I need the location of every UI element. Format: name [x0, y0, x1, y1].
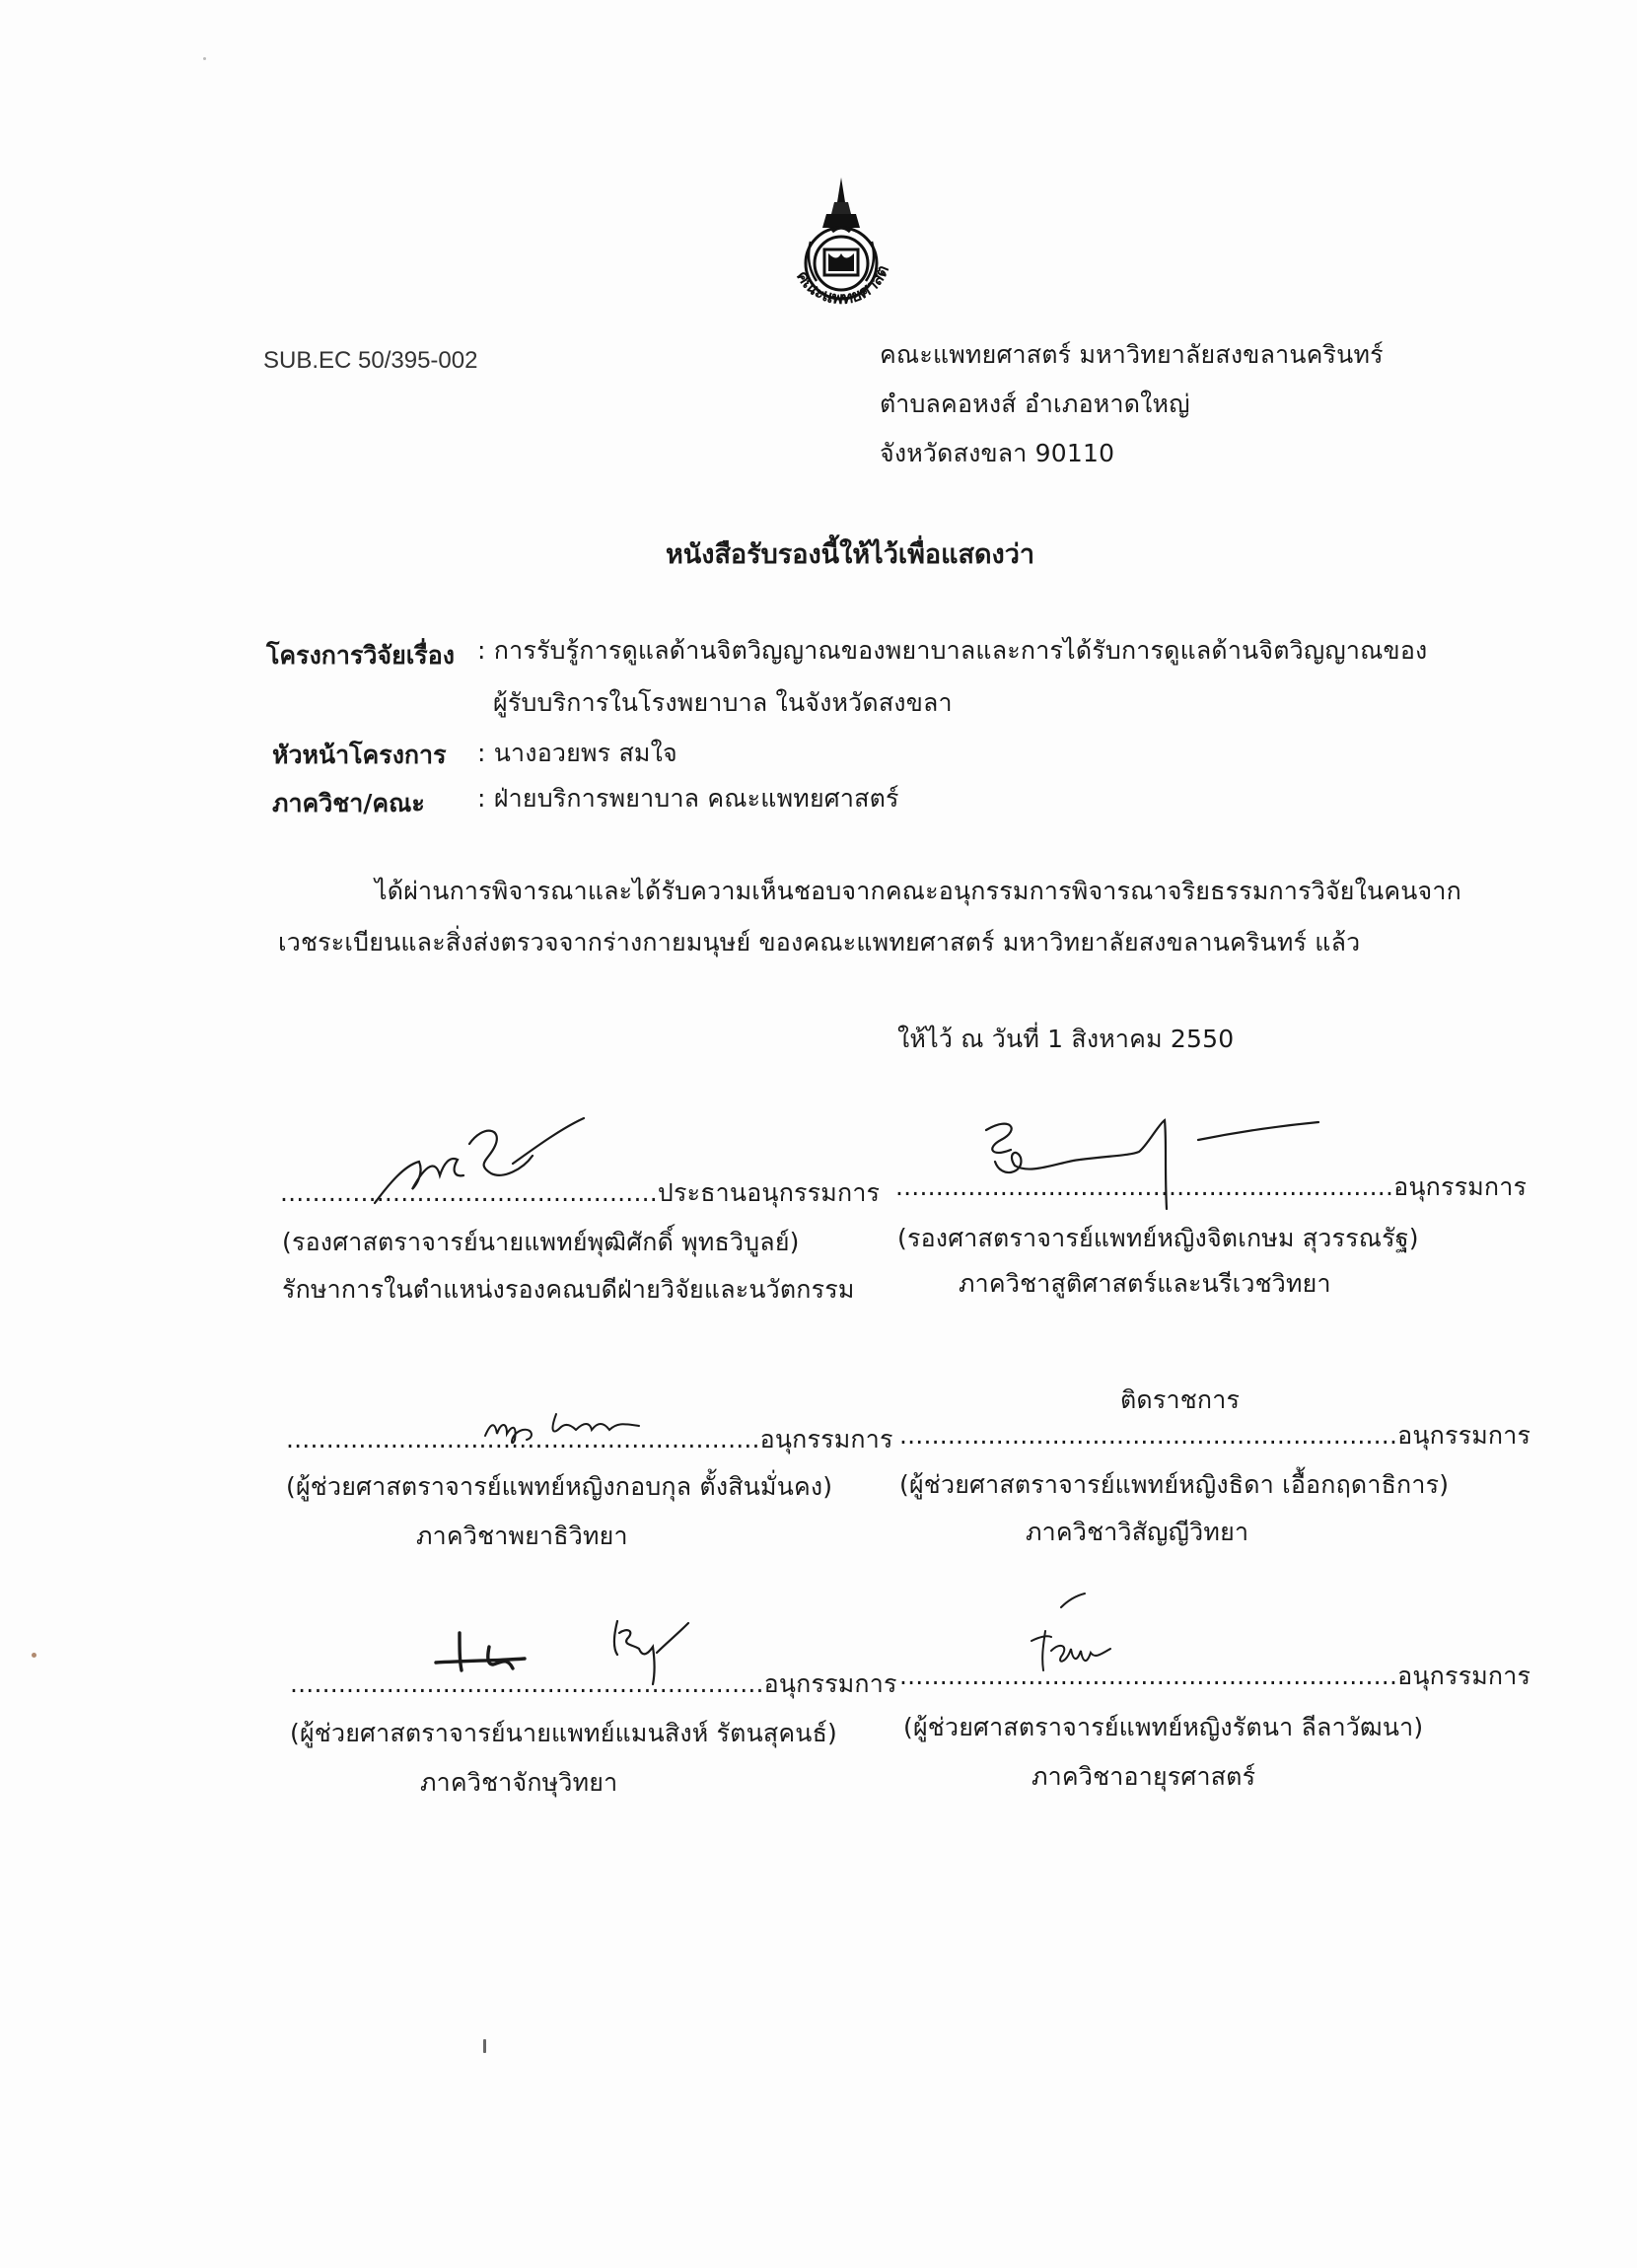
signatory-3-name: (ผู้ช่วยศาสตราจารย์แพทย์หญิงกอบกุล ตั้งสินมั่นคง) [286, 1472, 833, 1501]
department-label: ภาควิชา/คณะ [272, 789, 425, 817]
scan-speck [32, 1653, 36, 1658]
project-label: โครงการวิจัยเรื่อง [266, 641, 455, 670]
issue-date: ให้ไว้ ณ วันที่ 1 สิงหาคม 2550 [897, 1025, 1235, 1053]
seal-text: คณะแพทยศาสต [791, 262, 893, 310]
svg-text:คณะแพทยศาสตร์ [767, 173, 893, 309]
signatory-5-line: ...........................................................อนุกรรมการ [290, 1669, 897, 1698]
project-title-line-2: ผู้รับบริการในโรงพยาบาล ในจังหวัดสงขลา [493, 688, 953, 717]
body-line-2: เวชระเบียนและสิ่งส่งตรวจจากร่างกายมนุษย์ ของคณะแพทยศาสตร์ มหาวิทยาลัยสงขลานครินทร์ แล้ว [278, 928, 1361, 957]
reference-number: SUB.EC 50/395-002 [263, 347, 478, 374]
signatory-4-name: (ผู้ช่วยศาสตราจารย์แพทย์หญิงธิดา เอื้อกฤดาธิการ) [899, 1470, 1450, 1499]
signatory-4-position: ภาควิชาวิสัญญีวิทยา [1026, 1518, 1249, 1546]
signatory-3-line: ...........................................................อนุกรรมการ [286, 1425, 893, 1453]
department-value: : ฝ่ายบริการพยาบาล คณะแพทยศาสตร์ [477, 784, 899, 813]
signatory-4-note: ติดราชการ [1120, 1385, 1241, 1414]
leader-value: : นางอวยพร สมใจ [477, 739, 677, 767]
signatory-6-position: ภาควิชาอายุรศาสตร์ [1032, 1762, 1256, 1791]
signatory-1-position: รักษาการในตำแหน่งรองคณบดีฝ่ายวิจัยและนวัตกรรม [282, 1275, 855, 1304]
scan-speck [203, 57, 206, 60]
address-line-1: คณะแพทยศาสตร์ มหาวิทยาลัยสงขลานครินทร์ [880, 340, 1384, 369]
signatory-2-name: (รองศาสตราจารย์แพทย์หญิงจิตเกษม สุวรรณรัฐ) [897, 1224, 1419, 1252]
signatory-2-position: ภาควิชาสูติศาสตร์และนรีเวชวิทยา [959, 1269, 1331, 1298]
body-line-1: ได้ผ่านการพิจารณาและได้รับความเห็นชอบจากคณะอนุกรรมการพิจารณาจริยธรรมการวิจัยในคนจาก [375, 877, 1461, 905]
university-seal-icon [767, 173, 915, 330]
signatory-1-line: ...............................................ประธานอนุกรรมการ [280, 1178, 881, 1207]
signatory-5-position: ภาควิชาจักษุวิทยา [420, 1768, 618, 1797]
scan-speck [483, 2039, 486, 2053]
signatory-1-name: (รองศาสตราจารย์นายแพทย์พุฒิศักดิ์ พุทธวิบูลย์) [282, 1228, 800, 1256]
signatory-5-name: (ผู้ช่วยศาสตราจารย์นายแพทย์แมนสิงห์ รัตนสุคนธ์) [290, 1719, 837, 1747]
signatory-2-line: ..............................................................อนุกรรมการ [895, 1172, 1528, 1201]
signatory-6-name: (ผู้ช่วยศาสตราจารย์แพทย์หญิงรัตนา ลีลาวัฒนา) [903, 1713, 1424, 1741]
signatory-4-line: ..............................................................อนุกรรมการ [899, 1421, 1531, 1450]
leader-label: หัวหน้าโครงการ [272, 741, 447, 769]
address-line-3: จังหวัดสงขลา 90110 [880, 439, 1115, 467]
project-title-line-1: : การรับรู้การดูแลด้านจิตวิญญาณของพยาบาลและการได้รับการดูแลด้านจิตวิญญาณของ [477, 636, 1428, 665]
signatory-6-line: ..............................................................อนุกรรมการ [899, 1662, 1531, 1690]
signatory-3-position: ภาควิชาพยาธิวิทยา [416, 1522, 628, 1550]
document-title: หนังสือรับรองนี้ให้ไว้เพื่อแสดงว่า [666, 539, 1035, 570]
address-line-2: ตำบลคอหงส์ อำเภอหาดใหญ่ [880, 390, 1190, 418]
